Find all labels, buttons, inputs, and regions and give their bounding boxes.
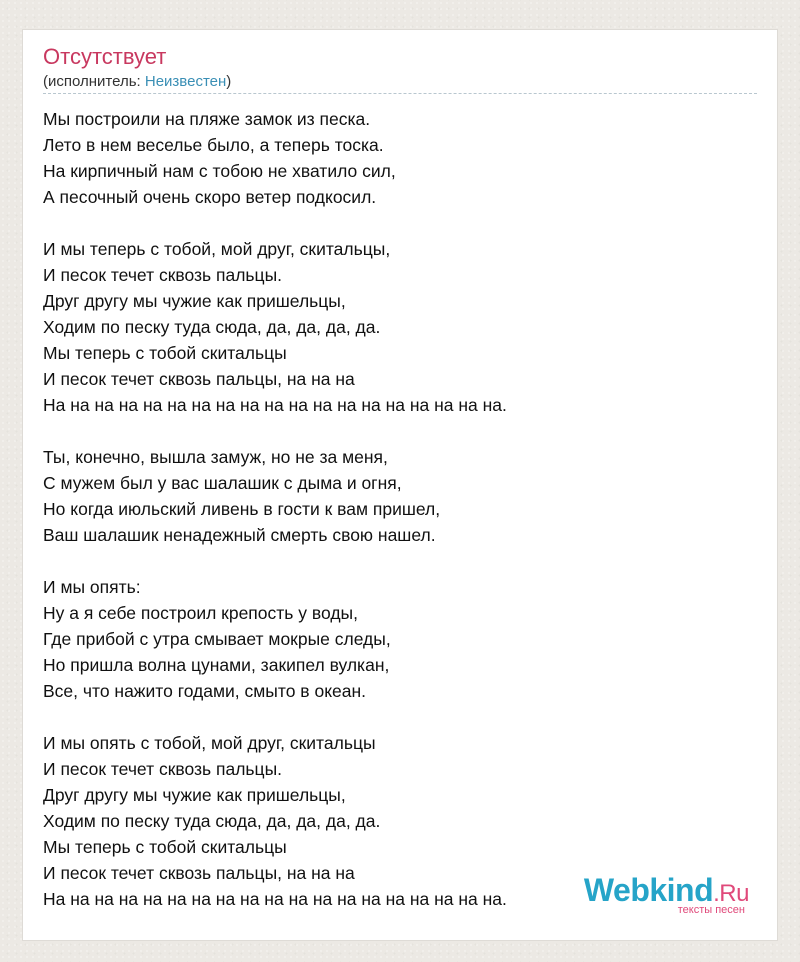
lyric-line: Но когда июльский ливень в гости к вам пришел,	[43, 499, 441, 519]
logo-brand: Webkind	[583, 872, 714, 908]
lyric-line: Мы теперь с тобой скитальцы	[43, 837, 287, 857]
lyric-line: Друг другу мы чужие как пришельцы,	[43, 785, 346, 805]
artist-suffix: )	[226, 73, 232, 90]
lyric-line: На на на на на на на на на на на на на на на на на на на.	[43, 395, 507, 415]
lyrics-card	[22, 29, 778, 941]
lyric-line: Мы построили на пляже замок из песка.	[43, 109, 371, 129]
logo-tagline: тексты песен	[677, 904, 745, 916]
lyric-line: Где прибой с утра смывает мокрые следы,	[43, 629, 391, 649]
song-title: Отсутствует	[43, 44, 167, 69]
lyric-line: Мы теперь с тобой скитальцы	[43, 343, 287, 363]
stanza-gap	[43, 210, 759, 236]
site-logo[interactable]	[583, 872, 749, 916]
lyric-line: И песок течет сквозь пальцы, на на на	[43, 369, 355, 389]
lyric-line: И мы опять с тобой, мой друг, скитальцы	[43, 733, 376, 753]
lyric-line: А песочный очень скоро ветер подкосил.	[43, 187, 377, 207]
lyric-line: Ты, конечно, вышла замуж, но не за меня,	[43, 447, 388, 467]
lyrics-text	[43, 106, 759, 912]
artist-line	[43, 73, 231, 91]
artist-link[interactable]: Неизвестен	[144, 73, 227, 90]
stanza-gap	[43, 418, 759, 444]
lyric-line: На кирпичный нам с тобою не хватило сил,	[43, 161, 396, 181]
lyric-line: Ходим по песку туда сюда, да, да, да, да.	[43, 317, 381, 337]
lyric-line: И песок течет сквозь пальцы.	[43, 265, 283, 285]
stanza-gap	[43, 548, 759, 574]
logo-tld: .Ru	[713, 880, 749, 907]
lyric-line: На на на на на на на на на на на на на на на на на на на.	[43, 889, 507, 909]
lyric-line: И мы опять:	[43, 577, 141, 597]
lyric-line: Но пришла волна цунами, закипел вулкан,	[43, 655, 390, 675]
lyric-line: И песок течет сквозь пальцы.	[43, 759, 283, 779]
lyric-line: И песок течет сквозь пальцы, на на на	[43, 863, 355, 883]
artist-prefix: (исполнитель:	[43, 73, 145, 90]
lyric-line: Ну а я себе построил крепость у воды,	[43, 603, 358, 623]
lyric-line: Ходим по песку туда сюда, да, да, да, да.	[43, 811, 381, 831]
title-divider	[43, 93, 757, 94]
lyric-line: Лето в нем веселье было, а теперь тоска.	[43, 135, 384, 155]
lyric-line: С мужем был у вас шалашик с дыма и огня,	[43, 473, 402, 493]
lyric-line: И мы теперь с тобой, мой друг, скитальцы,	[43, 239, 391, 259]
stanza-gap	[43, 704, 759, 730]
lyric-line: Ваш шалашик ненадежный смерть свою нашел.	[43, 525, 436, 545]
lyric-line: Друг другу мы чужие как пришельцы,	[43, 291, 346, 311]
lyric-line: Все, что нажито годами, смыто в океан.	[43, 681, 367, 701]
